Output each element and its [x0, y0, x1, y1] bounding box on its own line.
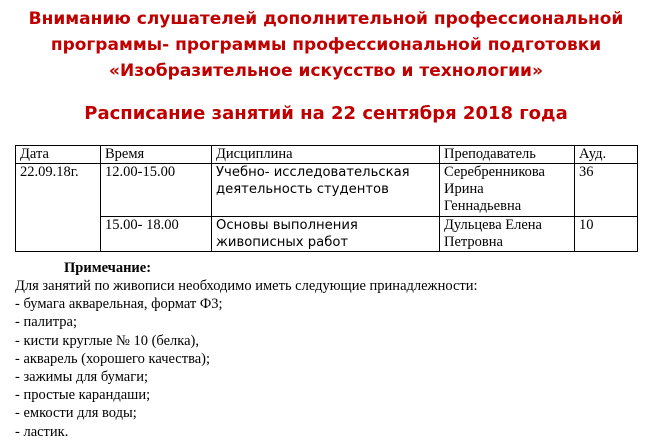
list-item: - кисти круглые № 10 (белка),	[15, 332, 200, 349]
table-header-row	[16, 146, 638, 164]
teacher-line: Петровна	[444, 234, 503, 250]
discipline-cell	[212, 164, 440, 217]
discipline-line: живописных работ	[216, 235, 349, 250]
list-item: - палитра;	[15, 314, 78, 331]
table-row	[16, 217, 638, 252]
table-row	[16, 164, 638, 217]
list-item: - акварель (хорошего качества);	[15, 350, 211, 367]
list-item: - ластик.	[15, 423, 69, 440]
teacher-line: Геннадьевна	[444, 198, 522, 214]
schedule-title: Расписание занятий на 22 сентября 2018 года	[84, 103, 568, 124]
announcement-heading-line-2: программы- программы профессиональной подготовки	[50, 35, 602, 55]
room-cell: 36	[575, 164, 638, 217]
list-item: - бумага акварельная, формат Ф3;	[15, 296, 223, 313]
note-intro: Для занятий по живописи необходимо иметь следующие принадлежности:	[15, 278, 478, 294]
discipline-line: деятельность студентов	[216, 182, 389, 197]
discipline-cell	[212, 217, 440, 252]
schedule-table	[15, 145, 638, 252]
list-item: - простые карандаши;	[15, 387, 151, 404]
program-title: «Изобразительное искусство и технологии»	[109, 61, 543, 81]
teacher-line: Дульцева Елена	[444, 217, 542, 233]
list-item: - зажимы для бумаги;	[15, 368, 148, 385]
note-title: Примечание:	[64, 260, 152, 276]
teacher-cell	[440, 164, 575, 217]
teacher-line: Ирина	[444, 181, 484, 197]
room-cell: 10	[575, 217, 638, 252]
list-item: - емкости для воды;	[15, 405, 137, 422]
column-header-discipline: Дисциплина	[212, 146, 440, 164]
announcement-heading-line-1: Вниманию слушателей дополнительной профессиональной	[28, 9, 624, 29]
column-header-time: Время	[101, 146, 212, 164]
teacher-line: Серебренникова	[444, 164, 545, 180]
column-header-room: Ауд.	[575, 146, 638, 164]
column-header-teacher: Преподаватель	[440, 146, 575, 164]
column-header-date: Дата	[16, 146, 101, 164]
time-cell: 15.00- 18.00	[101, 217, 212, 252]
note-body	[15, 277, 478, 441]
discipline-line: Учебно- исследовательская	[216, 165, 410, 180]
teacher-cell	[440, 217, 575, 252]
time-cell: 12.00-15.00	[101, 164, 212, 217]
date-cell: 22.09.18г.	[16, 164, 101, 252]
discipline-line: Основы выполнения	[216, 218, 358, 233]
